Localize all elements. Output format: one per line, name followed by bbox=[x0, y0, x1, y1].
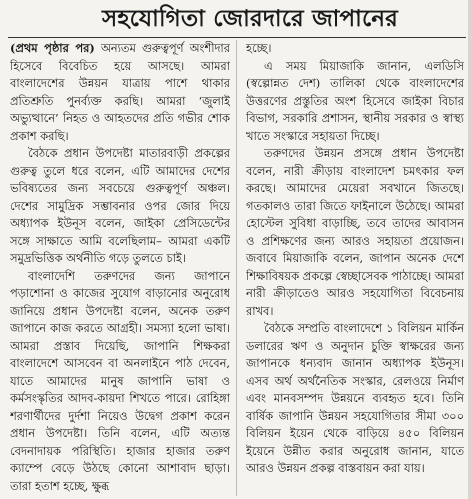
article-paragraph: তরুণদের উন্নয়ন প্রসঙ্গে প্রধান উপদেষ্টা বলেন, নারী ক্রীড়ায় বাংলাদেশ চমৎকার ফল করছে। আমাদের মেয়েরা সবখানে জিতছে। গতকালও তারা জিতে ফাইনালে উঠেছে। আমরা হোস্টেল সুবিধা বাড়াচ্ছি, তবে তাদের আবাসন ও প্রশিক্ষণের জন্য আরও সহায়তা প্রয়োজন। জবাবে মিয়াজাকি বলেন, জাপান অনেক দেশে শিক্ষাবিষয়ক প্রকল্পে স্বেচ্ছাসেবক পাঠাচ্ছে। আমরা নারী ক্রীড়াতেও আরও সহযোগিতা বিবেচনায় রাখব। bbox=[246, 146, 464, 318]
headline: সহযোগিতা জোরদারে জাপানের bbox=[101, 5, 399, 32]
article-paragraph bbox=[10, 40, 230, 145]
column-divider bbox=[236, 40, 237, 496]
headline-rule bbox=[8, 37, 466, 38]
left-column bbox=[10, 40, 230, 496]
article-paragraph: বাংলাদেশি তরুণদের জন্য জাপানে পড়াশোনা ও কাজের সুযোগ বাড়ানোর অনুরোধ জানিয়ে প্রধান উপদেষ্টা বলেন, অনেক তরুণ জাপানে কাজ করতে আগ্রহী। সমস্যা হলো ভাষা। আমরা প্রস্তাব দিয়েছি, জাপানি শিক্ষকরা বাংলাদেশে আসবেন বা অনলাইনে পাঠ দেবেন, যাতে আমাদের মানুষ জাপানি ভাষা ও কর্মসংস্কৃতির আদব-কায়দা শিখতে পারে। রোহিঙ্গা শরণার্থীদের দুর্দশা নিয়েও উদ্বেগ প্রকাশ করেন প্রধান উপদেষ্টা। তিনি বলেন, এটি অত্যন্ত বেদনাদায়ক পরিস্থিতি। হাজার হাজার তরুণ ক্যাম্পে বেড়ে উঠছে কোনো আশাবাদ ছাড়া। তারা হতাশ হচ্ছে, ক্ষুব্ধ bbox=[10, 268, 230, 493]
right-column bbox=[246, 40, 464, 496]
page-edge bbox=[468, 0, 472, 499]
article-paragraph: বৈঠকে সম্প্রতি বাংলাদেশে ১ বিলিয়ন মার্কিন ডলারের ঋণ ও অনুদান চুক্তি স্বাক্ষরের জন্য জাপানকে ধন্যবাদ জানান অধ্যাপক ইউনূস। এসব অর্থ অর্থনৈতিক সংস্কার, রেলওয়ে নির্মাণ এবং মানবসম্পদ উন্নয়নে ব্যবহৃত হবে। তিনি বার্ষিক জাপানি উন্নয়ন সহযোগিতার সীমা ৩০০ বিলিয়ন ইয়েন থেকে বাড়িয়ে ৪৫০ বিলিয়ন ইয়েনে উন্নীত করার অনুরোধ জানান, যাতে আরও উন্নয়ন প্রকল্প বাস্তবায়ন করা যায়। bbox=[246, 321, 464, 475]
paragraph-text: অন্যতম গুরুত্বপূর্ণ অংশীদার হিসেবে বিবেচিত হয়ে আসছে। আমরা বাংলাদেশের উন্নয়ন যাত্রায় পাশে থাকার প্রতিশ্রুতি পুনর্ব্যক্ত করছি। আমরা ‘জুলাই অভ্যুত্থানে’ নিহত ও আহতদের প্রতি গভীর শোক প্রকাশ করছি। bbox=[10, 41, 230, 143]
article-paragraph: হচ্ছে। bbox=[246, 41, 272, 55]
article-paragraph: বৈঠকে প্রধান উপদেষ্টা মাতারবাড়ী প্রকল্পের গুরুত্ব তুলে ধরে বলেন, এটি আমাদের দেশের ভবিষ্যতের জন্য সবচেয়ে গুরুত্বপূর্ণ অঞ্চল। দেশের সামুদ্রিক সম্ভাবনার ওপর জোর দিয়ে অধ্যাপক ইউনূস বলেন, জাইকা প্রেসিডেন্টের সঙ্গে সাক্ষাতে আমি বলেছিলাম– আমরা একটি সমুদ্রভিত্তিক অর্থনীতি গড়ে তুলতে চাই। bbox=[10, 146, 230, 265]
article-paragraph: এ সময় মিয়াজাকি জানান, এলডিসি (স্বল্পোন্নত দেশ) তালিকা থেকে বাংলাদেশের উত্তরণের প্রস্তুতির অংশ হিসেবে জাইকা বিচার বিভাগ, সরকারি প্রশাসন, স্থানীয় সরকার ও স্বাস্থ্য খাতে সংস্কারে সহায়তা দিচ্ছে। bbox=[246, 58, 464, 143]
continuation-lead: (প্রথম পৃষ্ঠার পর) bbox=[10, 41, 95, 55]
